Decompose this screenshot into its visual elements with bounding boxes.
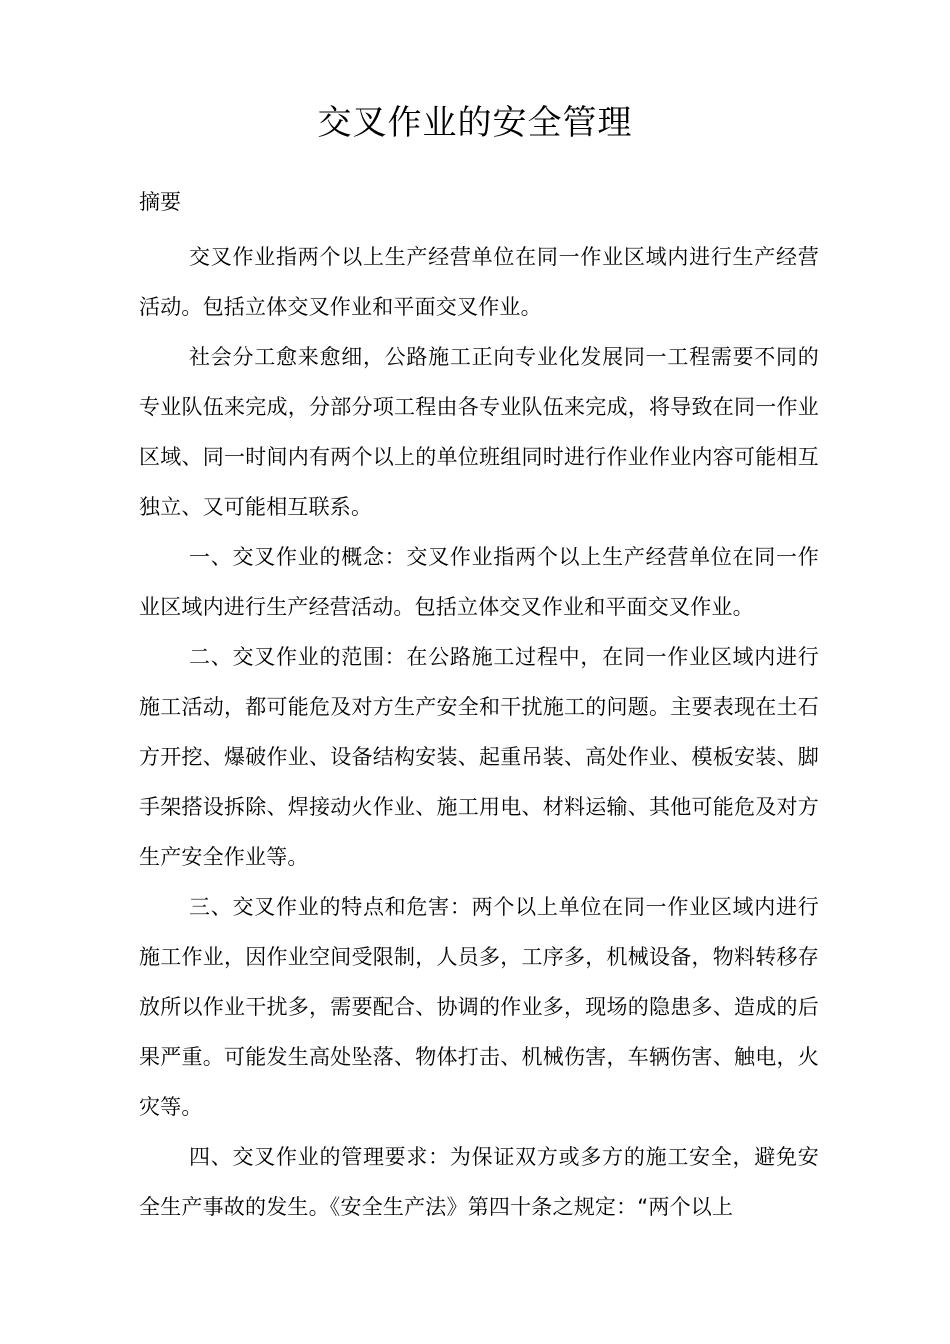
document-title: 交叉作业的安全管理 xyxy=(317,103,633,143)
paragraph-definition: 交叉作业指两个以上生产经营单位在同一作业区域内进行生产经营活动。包括立体交叉作业和平面交叉作业。 xyxy=(139,245,819,319)
paragraph-requirements: 四、交叉作业的管理要求：为保证双方或多方的施工安全，避免安全生产事故的发生。《安全生产法》第四十条之规定：“两个以上 xyxy=(139,1145,819,1219)
paragraph-background: 社会分工愈来愈细，公路施工正向专业化发展同一工程需要不同的专业队伍来完成，分部分项工程由各专业队伍来完成，将导致在同一作业区域、同一时间内有两个以上的单位班组同时进行作业作业内容可能相互独立、又可能相互联系。 xyxy=(139,345,819,519)
paragraph-characteristics: 三、交叉作业的特点和危害：两个以上单位在同一作业区域内进行施工作业，因作业空间受限制，人员多，工序多，机械设备，物料转移存放所以作业干扰多，需要配合、协调的作业多，现场的隐患多、造成的后果严重。可能发生高处坠落、物体打击、机械伤害，车辆伤害、触电，火灾等。 xyxy=(139,895,819,1119)
abstract-heading: 摘要 xyxy=(139,190,181,214)
document-body xyxy=(139,232,819,1232)
paragraph-scope: 二、交叉作业的范围：在公路施工过程中，在同一作业区域内进行施工活动，都可能危及对方生产安全和干扰施工的问题。主要表现在土石方开挖、爆破作业、设备结构安装、起重吊装、高处作业、模板安装、脚手架搭设拆除、焊接动火作业、施工用电、材料运输、其他可能危及对方生产安全作业等。 xyxy=(139,645,819,869)
paragraph-concept: 一、交叉作业的概念：交叉作业指两个以上生产经营单位在同一作业区域内进行生产经营活动。包括立体交叉作业和平面交叉作业。 xyxy=(139,545,819,619)
